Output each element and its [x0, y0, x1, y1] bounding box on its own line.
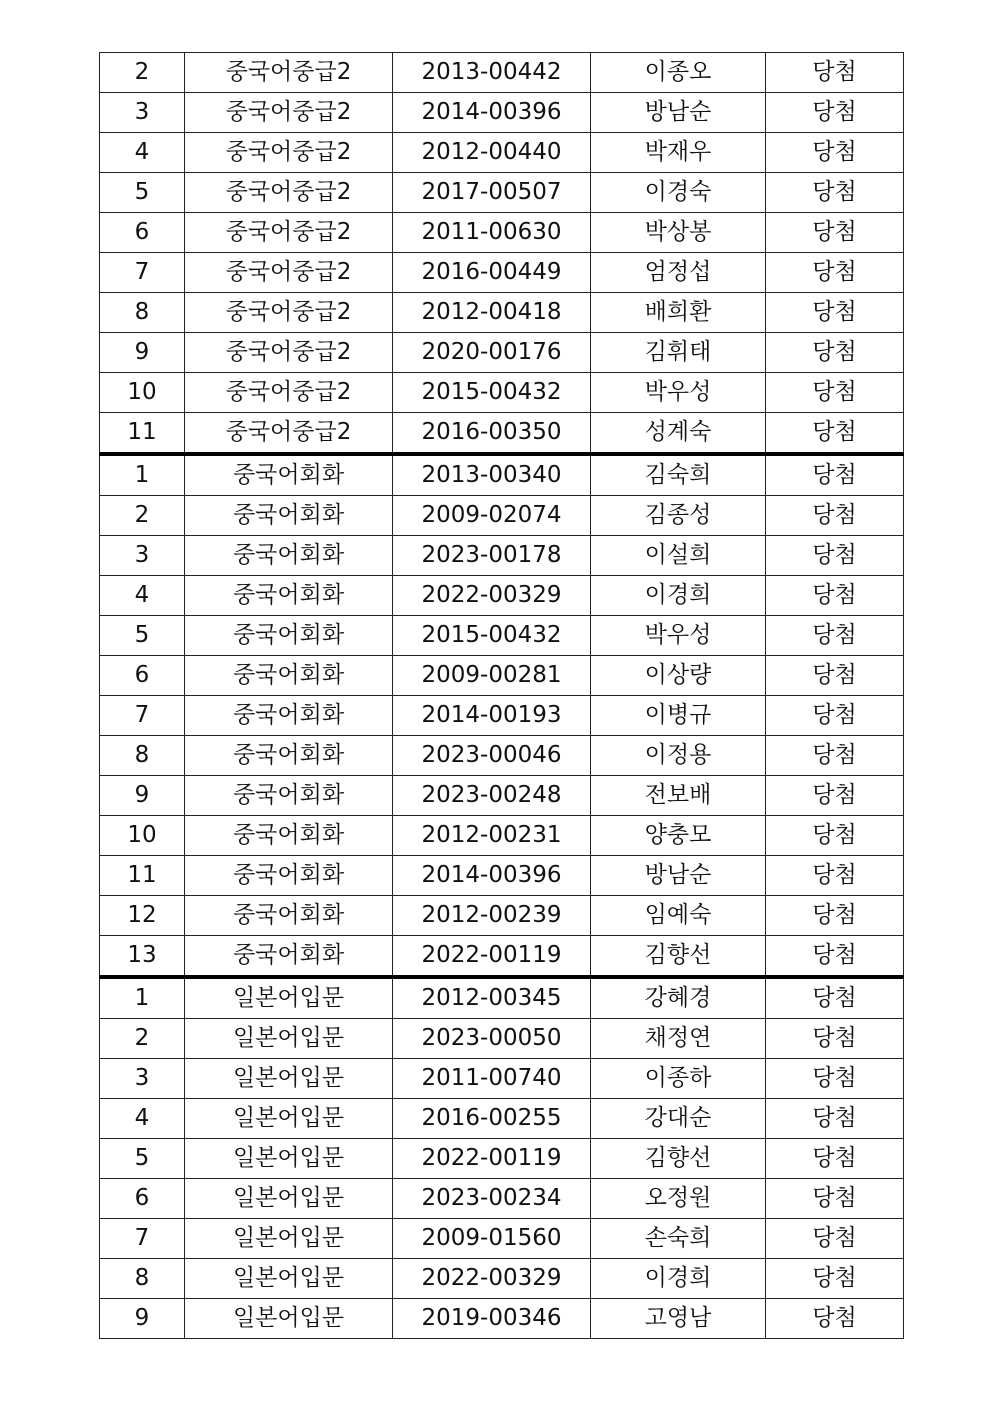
member-id-cell: 2015-00432 [393, 616, 591, 656]
table-row [100, 736, 904, 776]
course-name-cell: 일본어입문 [185, 1099, 393, 1139]
applicant-name-cell: 엄정섭 [591, 253, 766, 293]
applicant-name-cell: 이상량 [591, 656, 766, 696]
course-name-cell: 중국어회화 [185, 696, 393, 736]
row-number-cell: 6 [100, 213, 185, 253]
table-row [100, 213, 904, 253]
table-row [100, 536, 904, 576]
result-status-cell: 당첨 [766, 93, 904, 133]
course-name-cell: 중국어회화 [185, 536, 393, 576]
applicant-name-cell: 손숙희 [591, 1219, 766, 1259]
course-name-cell: 중국어회화 [185, 454, 393, 496]
course-name-cell: 중국어회화 [185, 776, 393, 816]
result-status-cell: 당첨 [766, 696, 904, 736]
result-status-cell: 당첨 [766, 1059, 904, 1099]
result-status-cell: 당첨 [766, 896, 904, 936]
applicant-name-cell: 전보배 [591, 776, 766, 816]
table-row [100, 1099, 904, 1139]
member-id-cell: 2012-00239 [393, 896, 591, 936]
row-number-cell: 4 [100, 133, 185, 173]
result-status-cell: 당첨 [766, 656, 904, 696]
course-name-cell: 중국어중급2 [185, 213, 393, 253]
row-number-cell: 11 [100, 856, 185, 896]
table-row [100, 293, 904, 333]
row-number-cell: 3 [100, 93, 185, 133]
applicant-name-cell: 성계숙 [591, 413, 766, 455]
result-status-cell: 당첨 [766, 1139, 904, 1179]
member-id-cell: 2013-00442 [393, 53, 591, 93]
table-row [100, 977, 904, 1019]
applicant-name-cell: 박재우 [591, 133, 766, 173]
applicant-name-cell: 이경희 [591, 576, 766, 616]
result-status-cell: 당첨 [766, 1259, 904, 1299]
applicant-name-cell: 임예숙 [591, 896, 766, 936]
course-name-cell: 일본어입문 [185, 1259, 393, 1299]
course-name-cell: 일본어입문 [185, 1219, 393, 1259]
member-id-cell: 2023-00234 [393, 1179, 591, 1219]
result-status-cell: 당첨 [766, 373, 904, 413]
row-number-cell: 10 [100, 816, 185, 856]
applicant-name-cell: 고영남 [591, 1299, 766, 1339]
table-row [100, 1059, 904, 1099]
row-number-cell: 9 [100, 333, 185, 373]
table-row [100, 1259, 904, 1299]
result-status-cell: 당첨 [766, 936, 904, 978]
table-row [100, 856, 904, 896]
course-name-cell: 중국어회화 [185, 736, 393, 776]
result-status-cell: 당첨 [766, 133, 904, 173]
course-name-cell: 중국어중급2 [185, 133, 393, 173]
row-number-cell: 8 [100, 736, 185, 776]
table-row [100, 936, 904, 978]
member-id-cell: 2016-00255 [393, 1099, 591, 1139]
member-id-cell: 2014-00396 [393, 856, 591, 896]
results-table-body [100, 53, 904, 1339]
course-name-cell: 중국어회화 [185, 816, 393, 856]
applicant-name-cell: 이병규 [591, 696, 766, 736]
row-number-cell: 7 [100, 253, 185, 293]
row-number-cell: 8 [100, 293, 185, 333]
result-status-cell: 당첨 [766, 253, 904, 293]
row-number-cell: 5 [100, 616, 185, 656]
member-id-cell: 2011-00740 [393, 1059, 591, 1099]
member-id-cell: 2013-00340 [393, 454, 591, 496]
table-row [100, 93, 904, 133]
table-row [100, 53, 904, 93]
member-id-cell: 2023-00178 [393, 536, 591, 576]
course-name-cell: 일본어입문 [185, 1139, 393, 1179]
result-status-cell: 당첨 [766, 333, 904, 373]
applicant-name-cell: 김향선 [591, 936, 766, 978]
member-id-cell: 2016-00449 [393, 253, 591, 293]
result-status-cell: 당첨 [766, 616, 904, 656]
result-status-cell: 당첨 [766, 977, 904, 1019]
course-name-cell: 중국어회화 [185, 616, 393, 656]
course-name-cell: 중국어회화 [185, 896, 393, 936]
member-id-cell: 2022-00119 [393, 936, 591, 978]
table-row [100, 253, 904, 293]
table-row [100, 496, 904, 536]
table-row [100, 896, 904, 936]
member-id-cell: 2017-00507 [393, 173, 591, 213]
table-row [100, 1299, 904, 1339]
course-name-cell: 중국어중급2 [185, 333, 393, 373]
table-row [100, 133, 904, 173]
applicant-name-cell: 채정연 [591, 1019, 766, 1059]
row-number-cell: 13 [100, 936, 185, 978]
applicant-name-cell: 이정용 [591, 736, 766, 776]
course-name-cell: 중국어중급2 [185, 373, 393, 413]
result-status-cell: 당첨 [766, 53, 904, 93]
course-name-cell: 중국어회화 [185, 856, 393, 896]
row-number-cell: 2 [100, 496, 185, 536]
member-id-cell: 2011-00630 [393, 213, 591, 253]
applicant-name-cell: 김종성 [591, 496, 766, 536]
result-status-cell: 당첨 [766, 213, 904, 253]
row-number-cell: 10 [100, 373, 185, 413]
table-row [100, 173, 904, 213]
result-status-cell: 당첨 [766, 293, 904, 333]
applicant-name-cell: 이종오 [591, 53, 766, 93]
applicant-name-cell: 이경숙 [591, 173, 766, 213]
result-status-cell: 당첨 [766, 413, 904, 455]
result-status-cell: 당첨 [766, 1299, 904, 1339]
result-status-cell: 당첨 [766, 576, 904, 616]
course-name-cell: 일본어입문 [185, 1019, 393, 1059]
course-name-cell: 중국어중급2 [185, 293, 393, 333]
table-row [100, 1019, 904, 1059]
row-number-cell: 5 [100, 1139, 185, 1179]
course-name-cell: 중국어회화 [185, 576, 393, 616]
member-id-cell: 2023-00050 [393, 1019, 591, 1059]
course-name-cell: 중국어중급2 [185, 53, 393, 93]
course-name-cell: 일본어입문 [185, 1299, 393, 1339]
member-id-cell: 2012-00418 [393, 293, 591, 333]
member-id-cell: 2019-00346 [393, 1299, 591, 1339]
applicant-name-cell: 양충모 [591, 816, 766, 856]
row-number-cell: 3 [100, 1059, 185, 1099]
row-number-cell: 4 [100, 576, 185, 616]
applicant-name-cell: 배희환 [591, 293, 766, 333]
applicant-name-cell: 방남순 [591, 93, 766, 133]
member-id-cell: 2022-00329 [393, 1259, 591, 1299]
applicant-name-cell: 강혜경 [591, 977, 766, 1019]
member-id-cell: 2020-00176 [393, 333, 591, 373]
row-number-cell: 3 [100, 536, 185, 576]
applicant-name-cell: 김숙희 [591, 454, 766, 496]
course-name-cell: 일본어입문 [185, 1059, 393, 1099]
table-row [100, 413, 904, 455]
member-id-cell: 2016-00350 [393, 413, 591, 455]
member-id-cell: 2012-00440 [393, 133, 591, 173]
table-row [100, 776, 904, 816]
member-id-cell: 2022-00329 [393, 576, 591, 616]
result-status-cell: 당첨 [766, 1179, 904, 1219]
result-status-cell: 당첨 [766, 173, 904, 213]
member-id-cell: 2009-01560 [393, 1219, 591, 1259]
applicant-name-cell: 김향선 [591, 1139, 766, 1179]
row-number-cell: 8 [100, 1259, 185, 1299]
row-number-cell: 1 [100, 454, 185, 496]
member-id-cell: 2009-02074 [393, 496, 591, 536]
course-name-cell: 일본어입문 [185, 1179, 393, 1219]
table-row [100, 656, 904, 696]
member-id-cell: 2009-00281 [393, 656, 591, 696]
result-status-cell: 당첨 [766, 454, 904, 496]
table-row [100, 454, 904, 496]
row-number-cell: 2 [100, 53, 185, 93]
result-status-cell: 당첨 [766, 736, 904, 776]
course-name-cell: 중국어회화 [185, 496, 393, 536]
member-id-cell: 2023-00248 [393, 776, 591, 816]
applicant-name-cell: 박상봉 [591, 213, 766, 253]
course-name-cell: 중국어회화 [185, 936, 393, 978]
result-status-cell: 당첨 [766, 776, 904, 816]
member-id-cell: 2014-00193 [393, 696, 591, 736]
table-row [100, 373, 904, 413]
row-number-cell: 2 [100, 1019, 185, 1059]
row-number-cell: 11 [100, 413, 185, 455]
table-row [100, 816, 904, 856]
course-name-cell: 중국어회화 [185, 656, 393, 696]
applicant-name-cell: 이경희 [591, 1259, 766, 1299]
member-id-cell: 2014-00396 [393, 93, 591, 133]
row-number-cell: 6 [100, 656, 185, 696]
applicant-name-cell: 오정원 [591, 1179, 766, 1219]
member-id-cell: 2012-00345 [393, 977, 591, 1019]
table-row [100, 616, 904, 656]
applicant-name-cell: 강대순 [591, 1099, 766, 1139]
row-number-cell: 7 [100, 1219, 185, 1259]
result-status-cell: 당첨 [766, 1219, 904, 1259]
result-status-cell: 당첨 [766, 816, 904, 856]
row-number-cell: 4 [100, 1099, 185, 1139]
applicant-name-cell: 박우성 [591, 616, 766, 656]
table-row [100, 696, 904, 736]
applicant-name-cell: 이종하 [591, 1059, 766, 1099]
row-number-cell: 6 [100, 1179, 185, 1219]
member-id-cell: 2015-00432 [393, 373, 591, 413]
applicant-name-cell: 박우성 [591, 373, 766, 413]
result-status-cell: 당첨 [766, 496, 904, 536]
row-number-cell: 5 [100, 173, 185, 213]
row-number-cell: 12 [100, 896, 185, 936]
row-number-cell: 9 [100, 776, 185, 816]
table-row [100, 333, 904, 373]
result-status-cell: 당첨 [766, 1099, 904, 1139]
member-id-cell: 2022-00119 [393, 1139, 591, 1179]
table-row [100, 576, 904, 616]
course-name-cell: 중국어중급2 [185, 93, 393, 133]
row-number-cell: 7 [100, 696, 185, 736]
result-status-cell: 당첨 [766, 536, 904, 576]
row-number-cell: 9 [100, 1299, 185, 1339]
applicant-name-cell: 이설희 [591, 536, 766, 576]
course-name-cell: 중국어중급2 [185, 173, 393, 213]
course-name-cell: 일본어입문 [185, 977, 393, 1019]
course-name-cell: 중국어중급2 [185, 253, 393, 293]
table-row [100, 1179, 904, 1219]
applicant-name-cell: 방남순 [591, 856, 766, 896]
result-status-cell: 당첨 [766, 856, 904, 896]
lottery-results-table [99, 52, 904, 1339]
member-id-cell: 2023-00046 [393, 736, 591, 776]
course-name-cell: 중국어중급2 [185, 413, 393, 455]
table-row [100, 1139, 904, 1179]
result-status-cell: 당첨 [766, 1019, 904, 1059]
table-row [100, 1219, 904, 1259]
row-number-cell: 1 [100, 977, 185, 1019]
applicant-name-cell: 김휘태 [591, 333, 766, 373]
member-id-cell: 2012-00231 [393, 816, 591, 856]
